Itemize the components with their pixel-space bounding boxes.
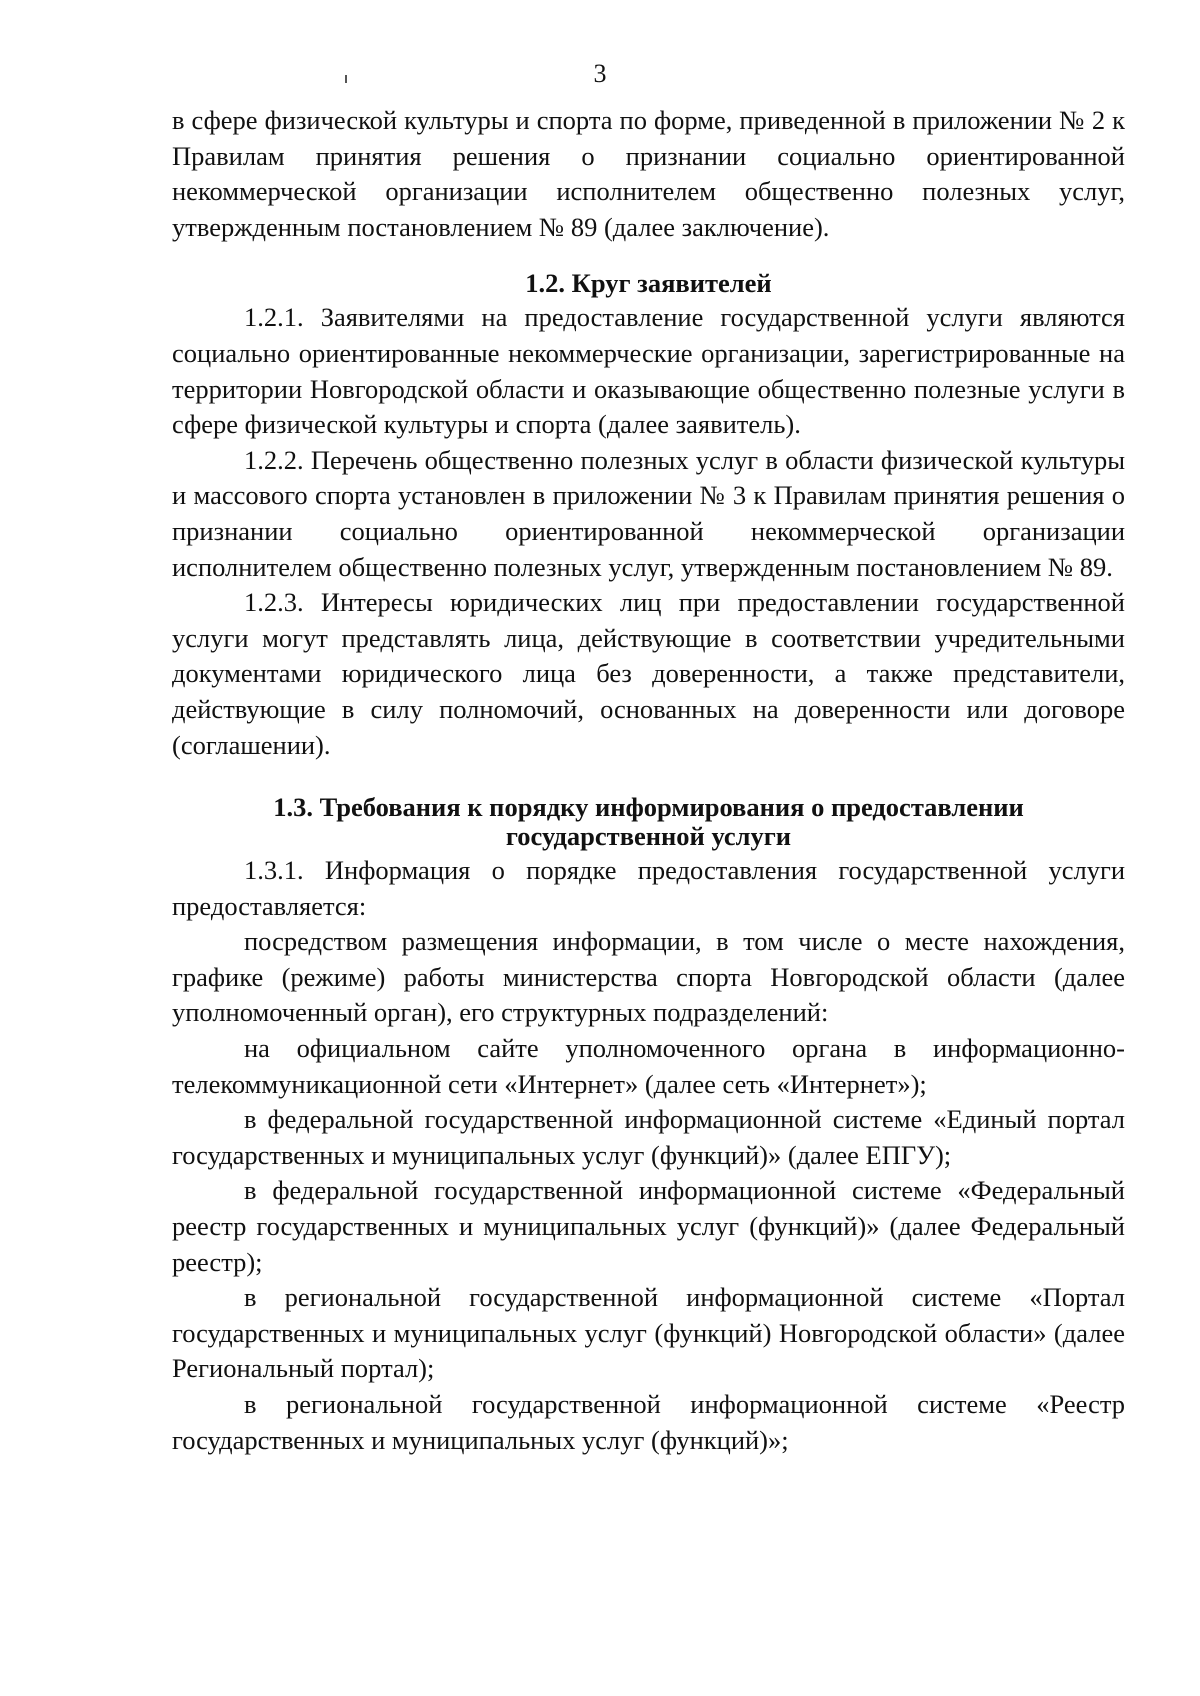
paragraph-epgu: в федеральной государственной информационной системе «Единый портал государственных и муниципальных услуг (функций)» (далее ЕПГУ); bbox=[172, 1104, 1125, 1170]
section-heading-1-2: 1.2. Круг заявителей bbox=[525, 268, 772, 299]
paragraph-official-site: на официальном сайте уполномоченного органа в информационно-телекоммуникационной сети «Интернет» (далее сеть «Интернет»); bbox=[172, 1033, 1125, 1099]
scan-mark bbox=[345, 75, 347, 83]
paragraph-1-2-2: 1.2.2. Перечень общественно полезных услуг в области физической культуры и массового спорта установлен в приложении № 3 к Правилам принятия решения о признании социально ориентированной некоммерческой организации исполнителем общественно полезных услуг, утвержденным постановлением № 89. bbox=[172, 444, 1125, 582]
intro-paragraph: в сфере физической культуры и спорта по форме, приведенной в приложении № 2 к Правилам принятия решения о признании социально ориентированной некоммерческой организации исполнителем общественно полезных услуг, утвержденным постановлением № 89 (далее заключение). bbox=[172, 105, 1125, 242]
paragraph-regional-registry: в региональной государственной информационной системе «Реестр государственных и муниципальных услуг (функций)»; bbox=[172, 1389, 1125, 1455]
page-number: 3 bbox=[593, 59, 607, 88]
section-heading-1-3-line2: государственной услуги bbox=[505, 821, 792, 852]
paragraph-info-placement: посредством размещения информации, в том числе о месте нахождения, графике (режиме) работы министерства спорта Новгородской области (далее уполномоченный орган), его структурных подразделений: bbox=[172, 926, 1125, 1028]
paragraph-1-2-3: 1.2.3. Интересы юридических лиц при предоставлении государственной услуги могут представлять лица, действующие в соответствии учредительными документами юридического лица без доверенности, а также представители, действующие в силу полномочий, основанных на доверенности или договоре (соглашении). bbox=[172, 587, 1125, 760]
document-body bbox=[172, 103, 1125, 1458]
paragraph-federal-registry: в федеральной государственной информационной системе «Федеральный реестр государственных и муниципальных услуг (функций)» (далее Федеральный реестр); bbox=[172, 1175, 1125, 1277]
paragraph-1-2-1: 1.2.1. Заявителями на предоставление государственной услуги являются социально ориентированные некоммерческие организации, зарегистрированные на территории Новгородской области и оказывающие общественно полезные услуги в сфере физической культуры и спорта (далее заявитель). bbox=[172, 302, 1125, 440]
paragraph-regional-portal: в региональной государственной информационной системе «Портал государственных и муниципальных услуг (функций) Новгородской области» (далее Региональный портал); bbox=[172, 1282, 1125, 1384]
section-heading-1-3-line1: 1.3. Требования к порядку информирования о предоставлении bbox=[273, 792, 1024, 823]
section-heading-1-3 bbox=[172, 793, 1125, 853]
paragraph-1-3-1: 1.3.1. Информация о порядке предоставления государственной услуги предоставляется: bbox=[172, 855, 1125, 921]
